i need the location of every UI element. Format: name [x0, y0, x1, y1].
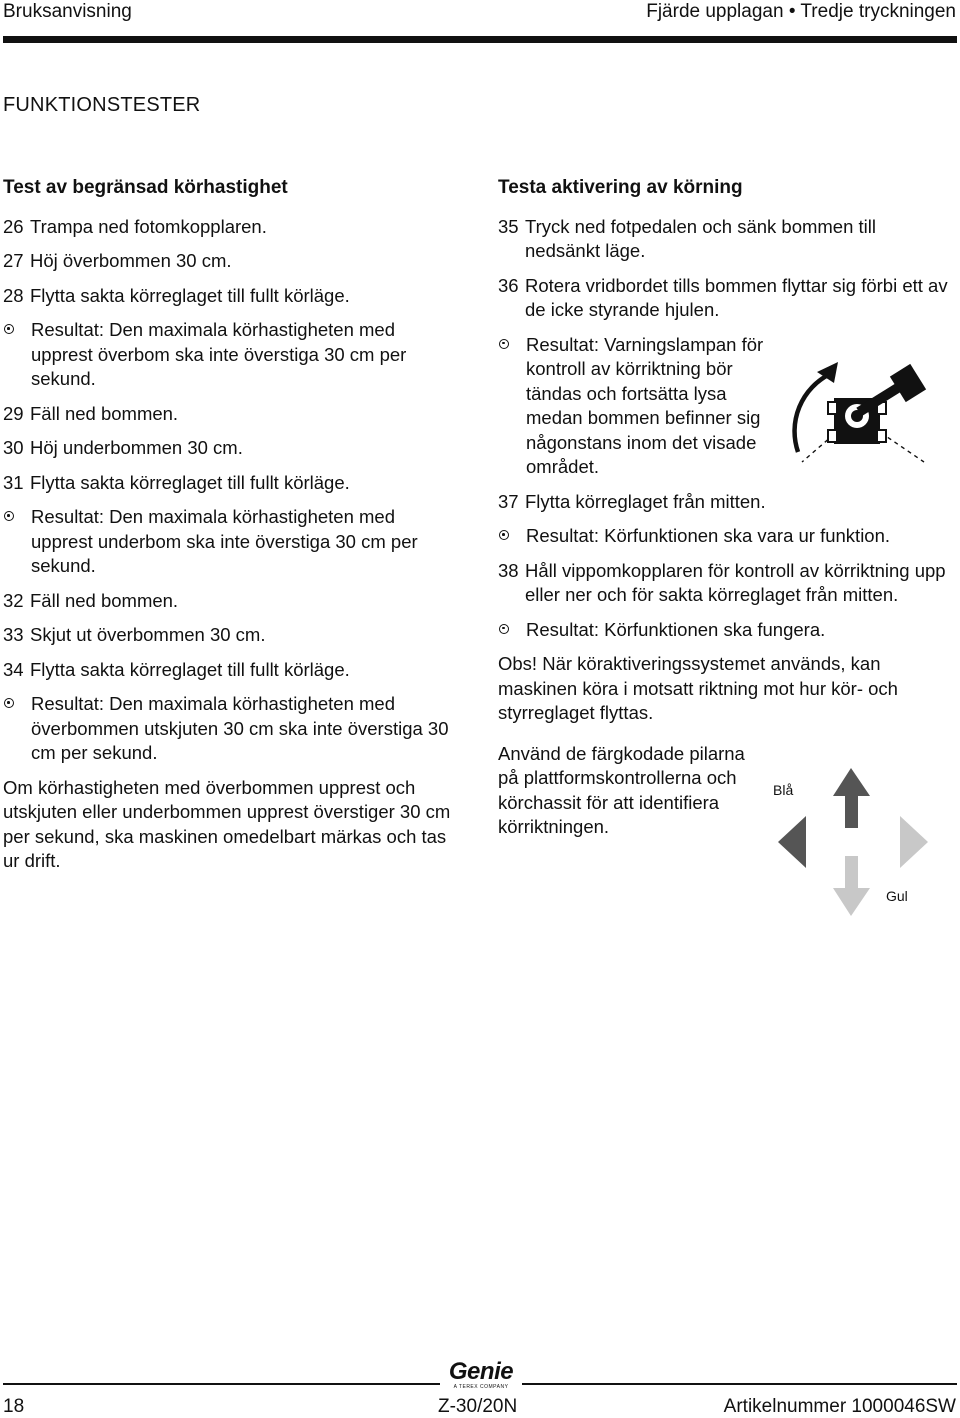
step-item	[3, 284, 451, 309]
right-column	[498, 176, 948, 840]
step-item	[3, 436, 451, 461]
result-text: Resultat: Körfunktionen ska vara ur funktion.	[526, 525, 891, 546]
step-text: Höj underbommen 30 cm.	[30, 437, 243, 458]
result-icon	[3, 505, 31, 579]
step-number: 33	[3, 624, 24, 645]
wheel-rear-right	[877, 430, 886, 442]
step-item	[498, 274, 948, 323]
step-number: 27	[3, 250, 24, 271]
arrow-down-icon	[833, 856, 870, 916]
step-item	[3, 402, 451, 427]
step-item	[3, 215, 451, 240]
step-number: 29	[3, 402, 24, 424]
step-text: Rotera vridbordet tills bommen flyttar sig förbi ett av de icke styrande hjulen.	[525, 274, 948, 320]
step-number: 30	[3, 437, 24, 458]
section-title: FUNKTIONSTESTER	[3, 94, 201, 116]
result-text: Resultat: Den maximala körhastigheten med upprest underbom ska inte överstiga 30 cm per sekund.	[31, 506, 418, 576]
step-number: 36	[498, 274, 519, 296]
step-item	[498, 490, 948, 515]
result-text: Resultat: Den maximala körhastigheten med upprest överbom ska inte överstiga 30 cm per sekund.	[31, 319, 407, 389]
result-icon	[3, 318, 31, 392]
step-number: 31	[3, 471, 24, 493]
label-blue: Blå	[773, 782, 794, 798]
step-item	[3, 623, 451, 648]
result-item	[3, 318, 451, 392]
left-column	[3, 176, 451, 874]
logo-wordmark: Genie	[448, 1358, 514, 1385]
step-item	[3, 471, 451, 496]
right-note: Obs! När köraktiveringssystemet används, kan maskinen köra i motsatt riktning mot hur kör- och styrreglaget flyttas.	[498, 653, 898, 723]
page-number: 18	[3, 1396, 25, 1417]
result-text: Resultat: Körfunktionen ska fungera.	[526, 618, 826, 640]
result-item	[498, 524, 948, 549]
step-item	[3, 658, 451, 683]
step-text: Fäll ned bommen.	[30, 589, 179, 611]
logo-tagline: A TEREX COMPANY	[453, 1384, 509, 1390]
step-item	[3, 249, 451, 274]
result-item	[3, 692, 451, 766]
left-heading: Test av begränsad körhastighet	[3, 177, 288, 198]
step-number: 35	[498, 215, 519, 237]
turntable-illustration	[786, 356, 938, 470]
result-icon	[498, 618, 526, 643]
article-number: Artikelnummer 1000046SW	[723, 1396, 956, 1417]
result-icon	[498, 333, 526, 480]
step-number: 38	[498, 559, 519, 581]
step-number: 28	[3, 284, 24, 306]
result-item	[3, 505, 451, 579]
arrow-left-icon	[778, 816, 806, 868]
left-steps	[3, 215, 451, 766]
step-text: Flytta sakta körreglaget till fullt körläge.	[30, 471, 350, 493]
step-number: 26	[3, 215, 24, 237]
step-item	[498, 559, 948, 608]
right-heading: Testa aktivering av körning	[498, 177, 743, 198]
rotation-arc	[795, 374, 830, 452]
left-closing-paragraph: Om körhastigheten med överbommen upprest och utskjuten eller underbommen upprest överstiger 30 cm per sekund, ska maskinen omedelbart märkas och tas ur drift.	[3, 776, 451, 871]
result-item	[498, 618, 948, 643]
platform-basket	[890, 364, 926, 402]
step-text: Flytta sakta körreglaget till fullt körläge.	[30, 658, 350, 680]
result-icon	[498, 524, 526, 549]
step-text: Höj överbommen 30 cm.	[30, 250, 232, 271]
step-item	[498, 215, 948, 264]
result-icon	[3, 692, 31, 766]
genie-logo	[440, 1358, 522, 1392]
step-text: Håll vippomkopplaren för kontroll av körriktning upp eller ner och för sakta körreglaget från mitten.	[525, 559, 946, 605]
color-arrows-illustration	[770, 764, 938, 922]
arrow-right-icon	[900, 816, 928, 868]
step-number: 34	[3, 658, 24, 680]
wheel-rear-left	[828, 430, 837, 442]
color-arrows-paragraph: Använd de färgkodade pilarna på plattformskontrollerna och körchassit för att identifiera körriktningen.	[498, 742, 745, 837]
step-item	[3, 589, 451, 614]
step-text: Skjut ut överbommen 30 cm.	[30, 624, 266, 645]
label-yellow: Gul	[886, 888, 908, 904]
header-manual-title: Bruksanvisning	[3, 1, 132, 22]
wheel-front-left	[828, 402, 837, 414]
arrow-up-icon	[833, 768, 870, 828]
result-text: Resultat: Varningslampan för kontroll av körriktning bör tändas och fortsätta lysa medan bommen befinner sig någonstans inom det visade området.	[526, 333, 764, 477]
step-text: Tryck ned fotpedalen och sänk bommen till nedsänkt läge.	[525, 215, 876, 261]
step-text: Flytta sakta körreglaget till fullt körläge.	[30, 284, 350, 306]
result-text: Resultat: Den maximala körhastigheten med överbommen utskjuten 30 cm ska inte överstiga 30 cm per sekund.	[31, 693, 449, 763]
step-text: Fäll ned bommen.	[30, 402, 179, 424]
header-edition: Fjärde upplagan • Tredje tryckningen	[646, 1, 956, 22]
model-number: Z-30/20N	[438, 1396, 518, 1417]
step-text: Trampa ned fotomkopplaren.	[30, 215, 267, 237]
step-text: Flytta körreglaget från mitten.	[525, 490, 766, 512]
header-rule	[3, 36, 957, 43]
step-number: 32	[3, 589, 24, 611]
step-number: 37	[498, 490, 519, 512]
